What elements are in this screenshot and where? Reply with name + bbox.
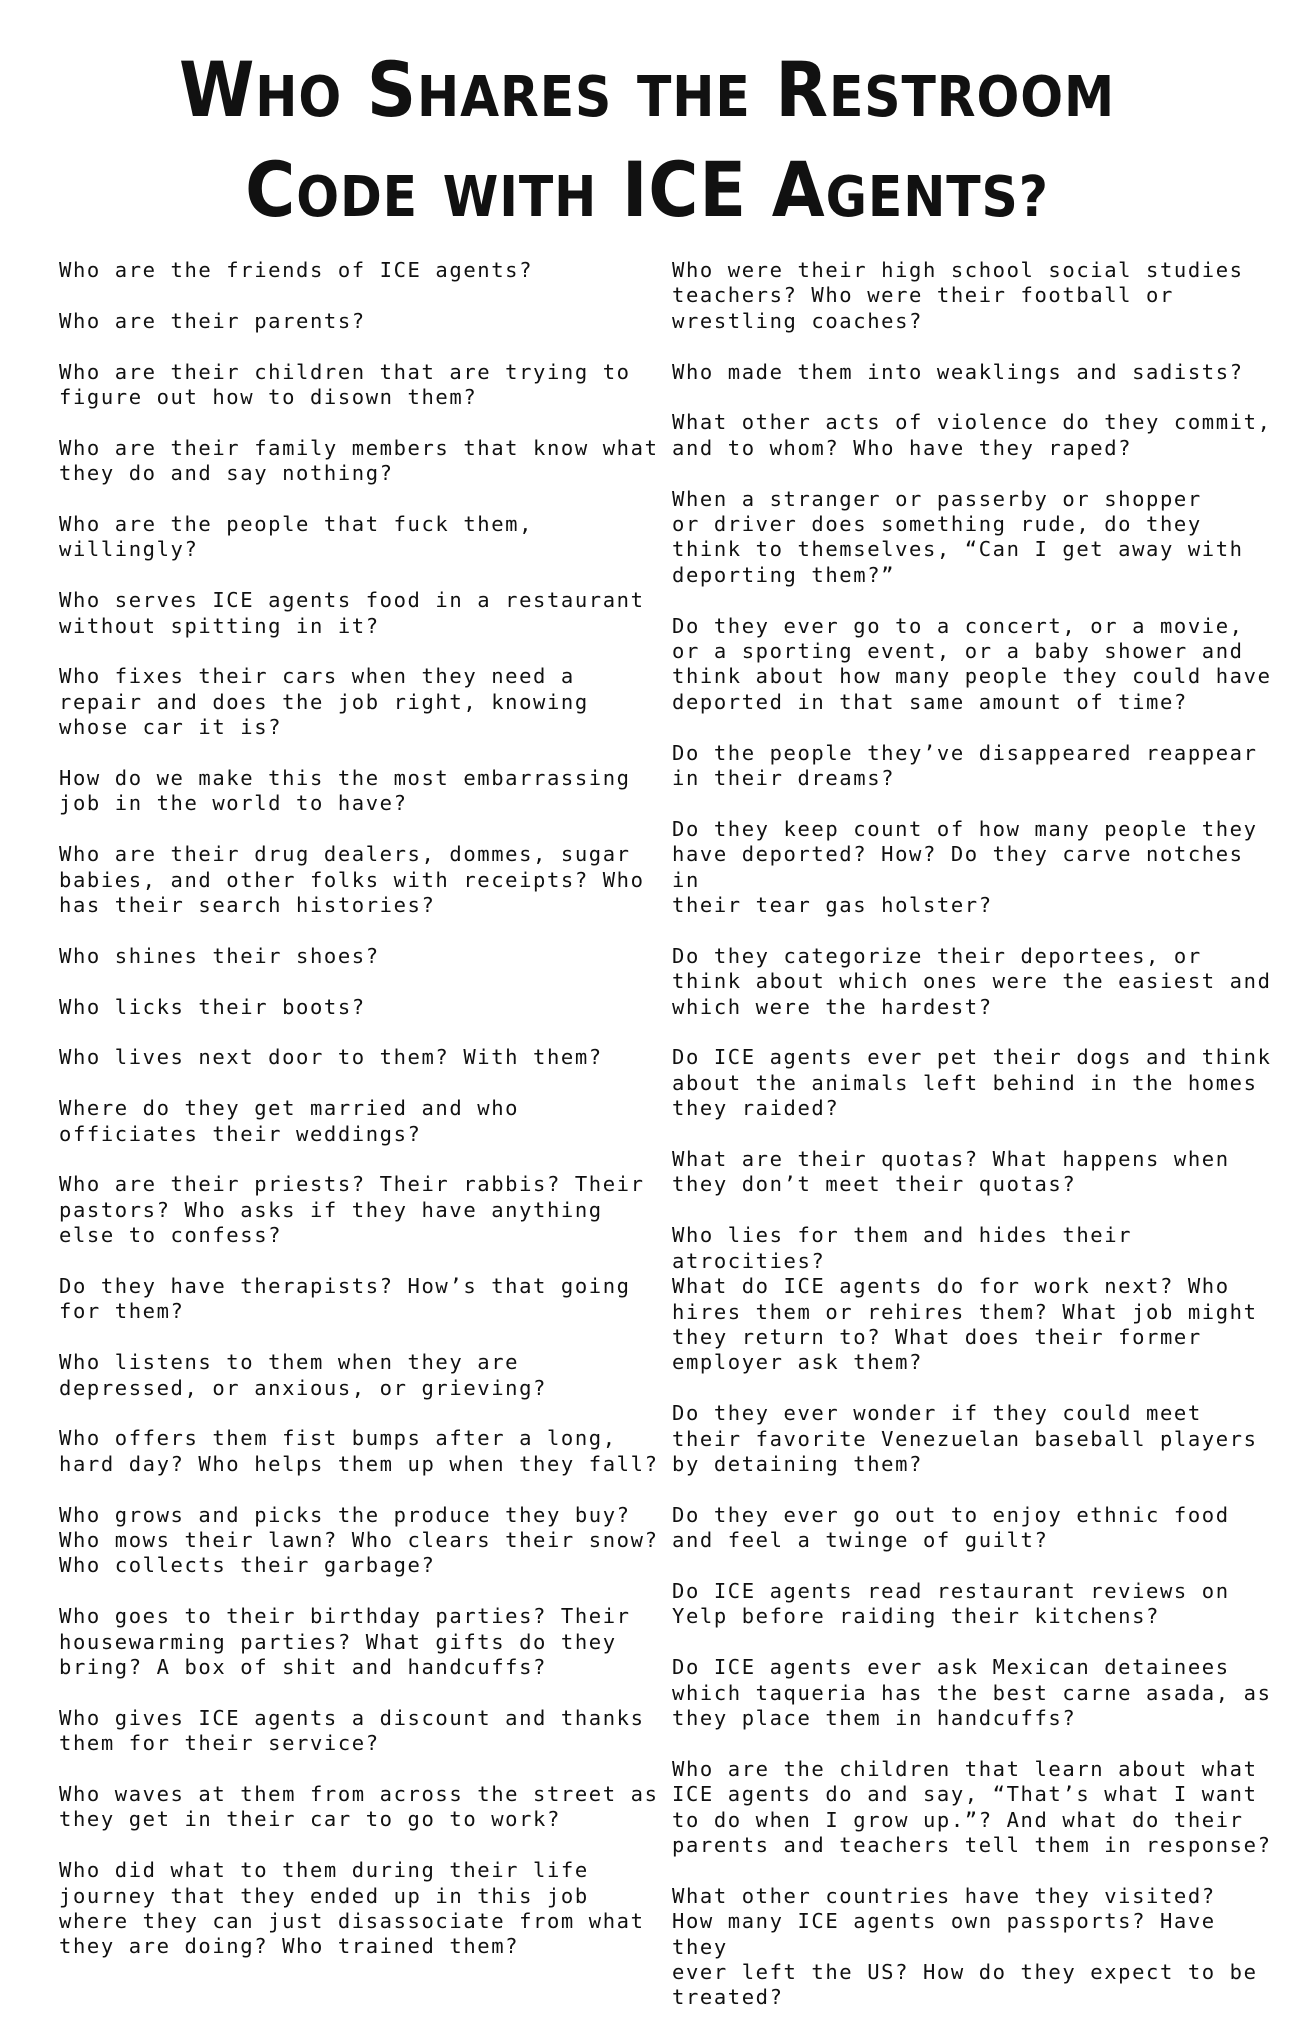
question: Who lies for them and hides their atrocities? What do ICE agents do for work next? Who hires them or rehires them? What job might they return to? What does their former employer ask them?	[672, 1223, 1258, 1375]
title-word-code-initial: C	[245, 145, 297, 234]
title-word-agents-initial: A	[771, 145, 826, 234]
question: Who offers them fist bumps after a long, hard day? Who helps them up when they fall?	[59, 1426, 659, 1476]
title-line-2	[65, 144, 1230, 244]
question: Do they ever go out to enjoy ethnic food and feel a twinge of guilt?	[672, 1502, 1230, 1553]
question: Do they ever wonder if they could meet their favorite Venezuelan baseball players by detaining them?	[672, 1401, 1258, 1476]
question: Who are their family members that know what they do and say nothing?	[59, 435, 659, 486]
left-question-column	[59, 258, 669, 1985]
title-word-agents-rest: GENTS?	[825, 165, 1049, 230]
title-line-1	[65, 44, 1230, 144]
question: Where do they get married and who officiates their weddings?	[59, 1096, 520, 1146]
question: How do we make this the most embarrassing job in the world to have?	[59, 766, 631, 816]
question: Who are their children that are trying to figure out how to disown them?	[59, 359, 631, 409]
question: Who waves at them from across the street as they get in their car to go to work?	[59, 1782, 659, 1832]
question: Who were their high school social studies teachers? Who were their football or wrestling coaches?	[672, 258, 1244, 333]
question: Do they categorize their deportees, or think about which ones were the easiest and which were the hardest?	[672, 943, 1272, 1019]
question: Do ICE agents ever ask Mexican detainees which taqueria has the best carne asada, as they place them in handcuffs?	[672, 1655, 1272, 1730]
question: Do ICE agents read restaurant reviews on Yelp before raiding their kitchens?	[672, 1578, 1230, 1629]
question: Who gives ICE agents a discount and thanks them for their service?	[59, 1705, 645, 1756]
title-word-shares-initial: S	[366, 45, 418, 134]
question: When a stranger or passerby or shopper or driver does something rude, do they think to themselves, “Can I get away with deporting them?”	[672, 486, 1244, 587]
question: What are their quotas? What happens when they don’t meet their quotas?	[672, 1147, 1230, 1197]
title-word-ice: ICE	[621, 145, 748, 234]
question: Who are their drug dealers, dommes, sugar babies, and other folks with receipts? Who has their search histories?	[59, 842, 645, 918]
question: What other acts of violence do they commit, and to whom? Who have they raped?	[672, 410, 1272, 460]
question: Who goes to their birthday parties? Their housewarming parties? What gifts do they bring? A box of shit and handcuffs?	[59, 1604, 631, 1680]
question: Who did what to them during their life journey that they ended up in this job where they can just disassociate from what they are doing? Who trained them?	[59, 1858, 645, 1959]
question: Do ICE agents ever pet their dogs and think about the animals left behind in the homes they raided?	[672, 1045, 1272, 1121]
title-word-the: THE	[636, 65, 751, 130]
question: Who listens to them when they are depressed, or anxious, or grieving?	[59, 1350, 547, 1400]
question: Who are the friends of ICE agents?	[59, 258, 534, 282]
question: What other countries have they visited? How many ICE agents own passports? Have they ever left the US? How do they expect to be treated?	[672, 1883, 1258, 2010]
title-word-who-rest: HO	[255, 65, 343, 130]
page-title	[65, 44, 1230, 244]
question: Who fixes their cars when they need a repair and does the job right, knowing whose car it is?	[59, 664, 589, 740]
title-word-restroom-initial: R	[775, 45, 829, 134]
title-word-who-initial: W	[178, 45, 256, 134]
question: Who licks their boots?	[59, 994, 366, 1019]
question: Who made them into weaklings and sadists?	[672, 359, 1244, 384]
title-word-with: WITH	[442, 165, 598, 230]
title-word-restroom-rest: ESTROOM	[828, 65, 1116, 130]
question: Do the people they’ve disappeared reappear in their dreams?	[672, 740, 1258, 791]
question: Who grows and picks the produce they buy? Who mows their lawn? Who clears their snow? Who collects their garbage?	[59, 1502, 659, 1578]
question: Who serves ICE agents food in a restaurant without spitting in it?	[59, 588, 645, 638]
title-word-shares-rest: HARES	[417, 65, 613, 130]
question: Who are their priests? Their rabbis? Their pastors? Who asks if they have anything else to confess?	[59, 1172, 645, 1248]
question: Do they keep count of how many people they have deported? How? Do they carve notches in their tear gas holster?	[672, 816, 1258, 918]
question: Who are their parents?	[59, 308, 366, 333]
question: Who lives next door to them? With them?	[59, 1045, 603, 1070]
right-question-column	[672, 258, 1282, 2036]
question: Who are the people that fuck them, willingly?	[59, 512, 534, 562]
question: Who shines their shoes?	[59, 943, 380, 968]
question: Who are the children that learn about what ICE agents do and say, “That’s what I want to do when I grow up.”? And what do their parents and teachers tell them in response?	[672, 1756, 1272, 1857]
title-word-code-rest: ODE	[296, 165, 419, 230]
question: Do they have therapists? How’s that going for them?	[59, 1274, 631, 1324]
question: Do they ever go to a concert, or a movie, or a sporting event, or a baby shower and think about how many people they could have deported in that same amount of time?	[672, 613, 1272, 714]
